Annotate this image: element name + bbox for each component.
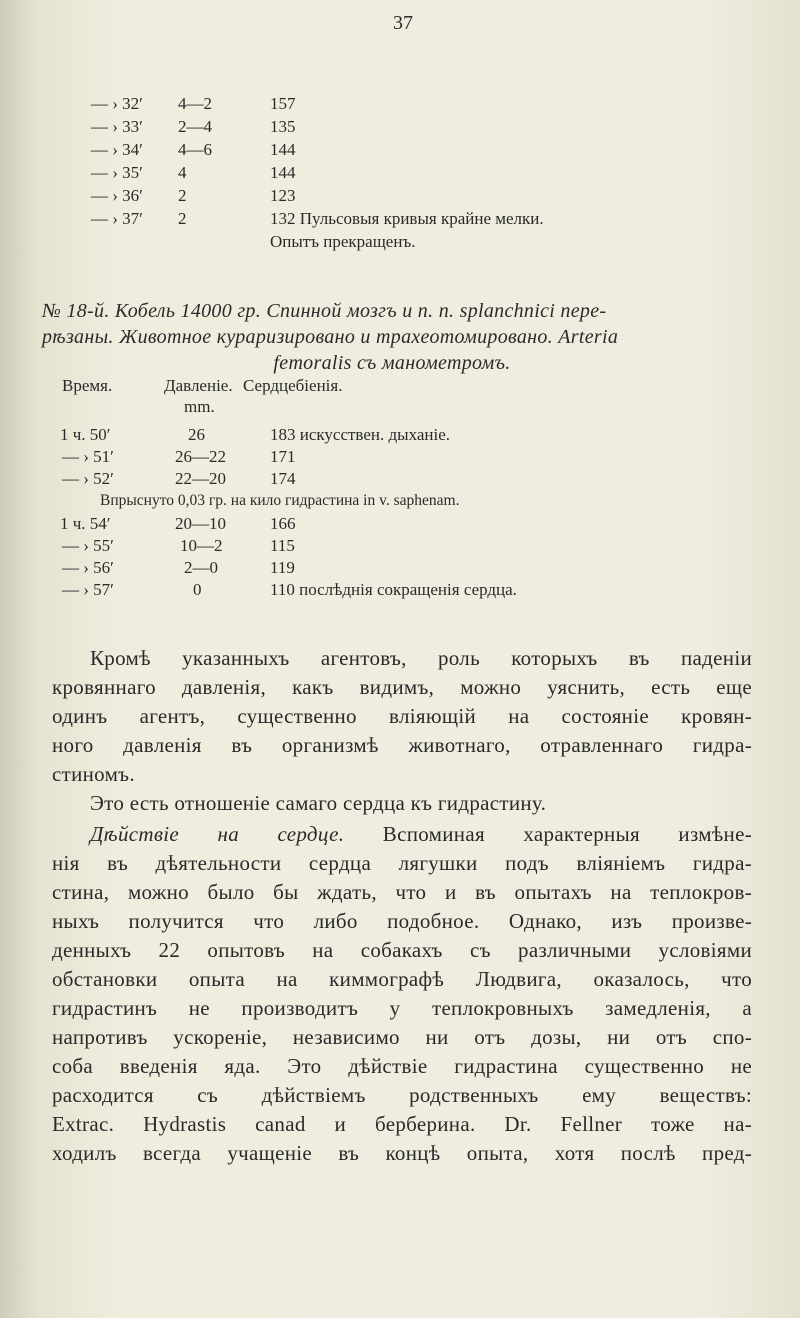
heart-cell: 115 xyxy=(270,536,295,555)
heart-cell: 166 xyxy=(270,514,296,533)
pressure-cell: 22—20 xyxy=(175,469,226,488)
injection-note: Впрыснуто 0,03 гр. на кило гидрастина in v. saphenam. xyxy=(100,492,460,509)
heart-cell: 132 Пульсовыя кривыя крайне мелки. xyxy=(270,209,544,228)
pressure-cell: 10—2 xyxy=(180,536,223,555)
heading-line: femoralis съ манометромъ. xyxy=(273,352,511,374)
text-line: стиномъ. xyxy=(52,762,135,786)
pressure-cell: 2 xyxy=(178,186,187,205)
text-line: стина, можно было бы ждать, что и въ опытахъ на теплокров- xyxy=(52,880,752,904)
time-cell: — › 32′ xyxy=(91,94,143,113)
time-cell: — › 36′ xyxy=(91,186,143,205)
header-pressure: Давленіе. xyxy=(164,376,233,395)
heart-cell: 157 xyxy=(270,94,296,113)
time-cell: — › 37′ xyxy=(91,209,143,228)
text-line: напротивъ ускореніе, независимо ни отъ дозы, ни отъ спо- xyxy=(52,1025,752,1049)
time-cell: — › 35′ xyxy=(91,163,143,182)
heading-line: рѣзаны. Животное кураризировано и трахеотомировано. Arteria xyxy=(42,326,619,348)
heart-cell: 119 xyxy=(270,558,295,577)
text-line: ходилъ всегда учащеніе въ концѣ опыта, хотя послѣ пред- xyxy=(52,1141,752,1165)
heart-cell: 144 xyxy=(270,163,296,182)
text-line: расходится съ дѣйствіемъ родственныхъ ему веществъ: xyxy=(52,1083,752,1107)
heart-cell: 144 xyxy=(270,140,296,159)
time-cell: 1 ч. 54′ xyxy=(60,514,111,533)
heart-cell: 174 xyxy=(270,469,296,488)
time-cell: — › 33′ xyxy=(91,117,143,136)
italic-subheading: Дѣйствіе на сердце. xyxy=(90,822,345,846)
time-cell: — › 34′ xyxy=(91,140,143,159)
pressure-cell: 26 xyxy=(188,425,205,444)
header-heart: Сердцебіенія. xyxy=(243,376,343,395)
time-cell: — › 56′ xyxy=(62,558,114,577)
pressure-cell: 2 xyxy=(178,209,187,228)
text-line: соба введенія яда. Это дѣйствіе гидрастина существенно не xyxy=(52,1054,752,1078)
time-cell: — › 51′ xyxy=(62,447,114,466)
text-line: ного давленія въ организмѣ животнаго, отравленнаго гидра- xyxy=(52,733,752,757)
page-number: 37 xyxy=(393,12,413,34)
paragraph xyxy=(52,820,752,1168)
header-pressure-unit: mm. xyxy=(184,397,215,416)
time-cell: — › 52′ xyxy=(62,469,114,488)
paragraph xyxy=(52,789,752,818)
pressure-cell: 2—4 xyxy=(178,117,212,136)
time-cell: — › 55′ xyxy=(62,536,114,555)
text-line: денныхъ 22 опытовъ на собакахъ съ различными условіями xyxy=(52,938,752,962)
text-fragment: Вспоминая характерныя измѣне- xyxy=(344,822,752,846)
heading-line: № 18-й. Кобель 14000 гр. Спинной мозгъ и n. n. splanchnici пере- xyxy=(42,300,607,322)
pressure-cell: 2—0 xyxy=(184,558,218,577)
pressure-cell: 0 xyxy=(193,580,202,599)
text-line xyxy=(52,820,752,849)
pressure-cell: 4 xyxy=(178,163,187,182)
heart-cell: 123 xyxy=(270,186,296,205)
end-note: Опытъ прекращенъ. xyxy=(270,232,416,251)
text-line: обстановки опыта на киммографѣ Людвига, оказалось, что xyxy=(52,967,752,991)
text-line: гидрастинъ не производитъ у теплокровныхъ замедленія, а xyxy=(52,996,752,1020)
text-line: одинъ агентъ, существенно вліяющій на состояніе кровян- xyxy=(52,704,752,728)
heart-cell: 110 послѣднія сокращенія сердца. xyxy=(270,580,517,599)
time-cell: — › 57′ xyxy=(62,580,114,599)
pressure-cell: 4—6 xyxy=(178,140,212,159)
heart-cell: 183 искусствен. дыханіе. xyxy=(270,425,451,444)
experiment-heading xyxy=(42,298,742,376)
text-line: нія въ дѣятельности сердца лягушки подъ вліяніемъ гидра- xyxy=(52,851,752,875)
text-line: кровяннаго давленія, какъ видимъ, можно уяснить, есть еще xyxy=(52,675,752,699)
text-line: ныхъ получится что либо подобное. Однако, изъ произве- xyxy=(52,909,752,933)
text-line: Это есть отношеніе самаго сердца къ гидрастину. xyxy=(90,791,547,815)
header-time: Время. xyxy=(62,376,113,395)
paragraph xyxy=(52,644,752,789)
text-line: Extrac. Hydrastis canad и берберина. Dr. Fellner тоже на- xyxy=(52,1112,752,1136)
pressure-cell: 26—22 xyxy=(175,447,226,466)
text-line: Кромѣ указанныхъ агентовъ, роль которыхъ въ паденіи xyxy=(90,646,752,670)
pressure-cell: 4—2 xyxy=(178,94,212,113)
heart-cell: 171 xyxy=(270,447,296,466)
pressure-cell: 20—10 xyxy=(175,514,226,533)
time-cell: 1 ч. 50′ xyxy=(60,425,111,444)
heart-cell: 135 xyxy=(270,117,296,136)
